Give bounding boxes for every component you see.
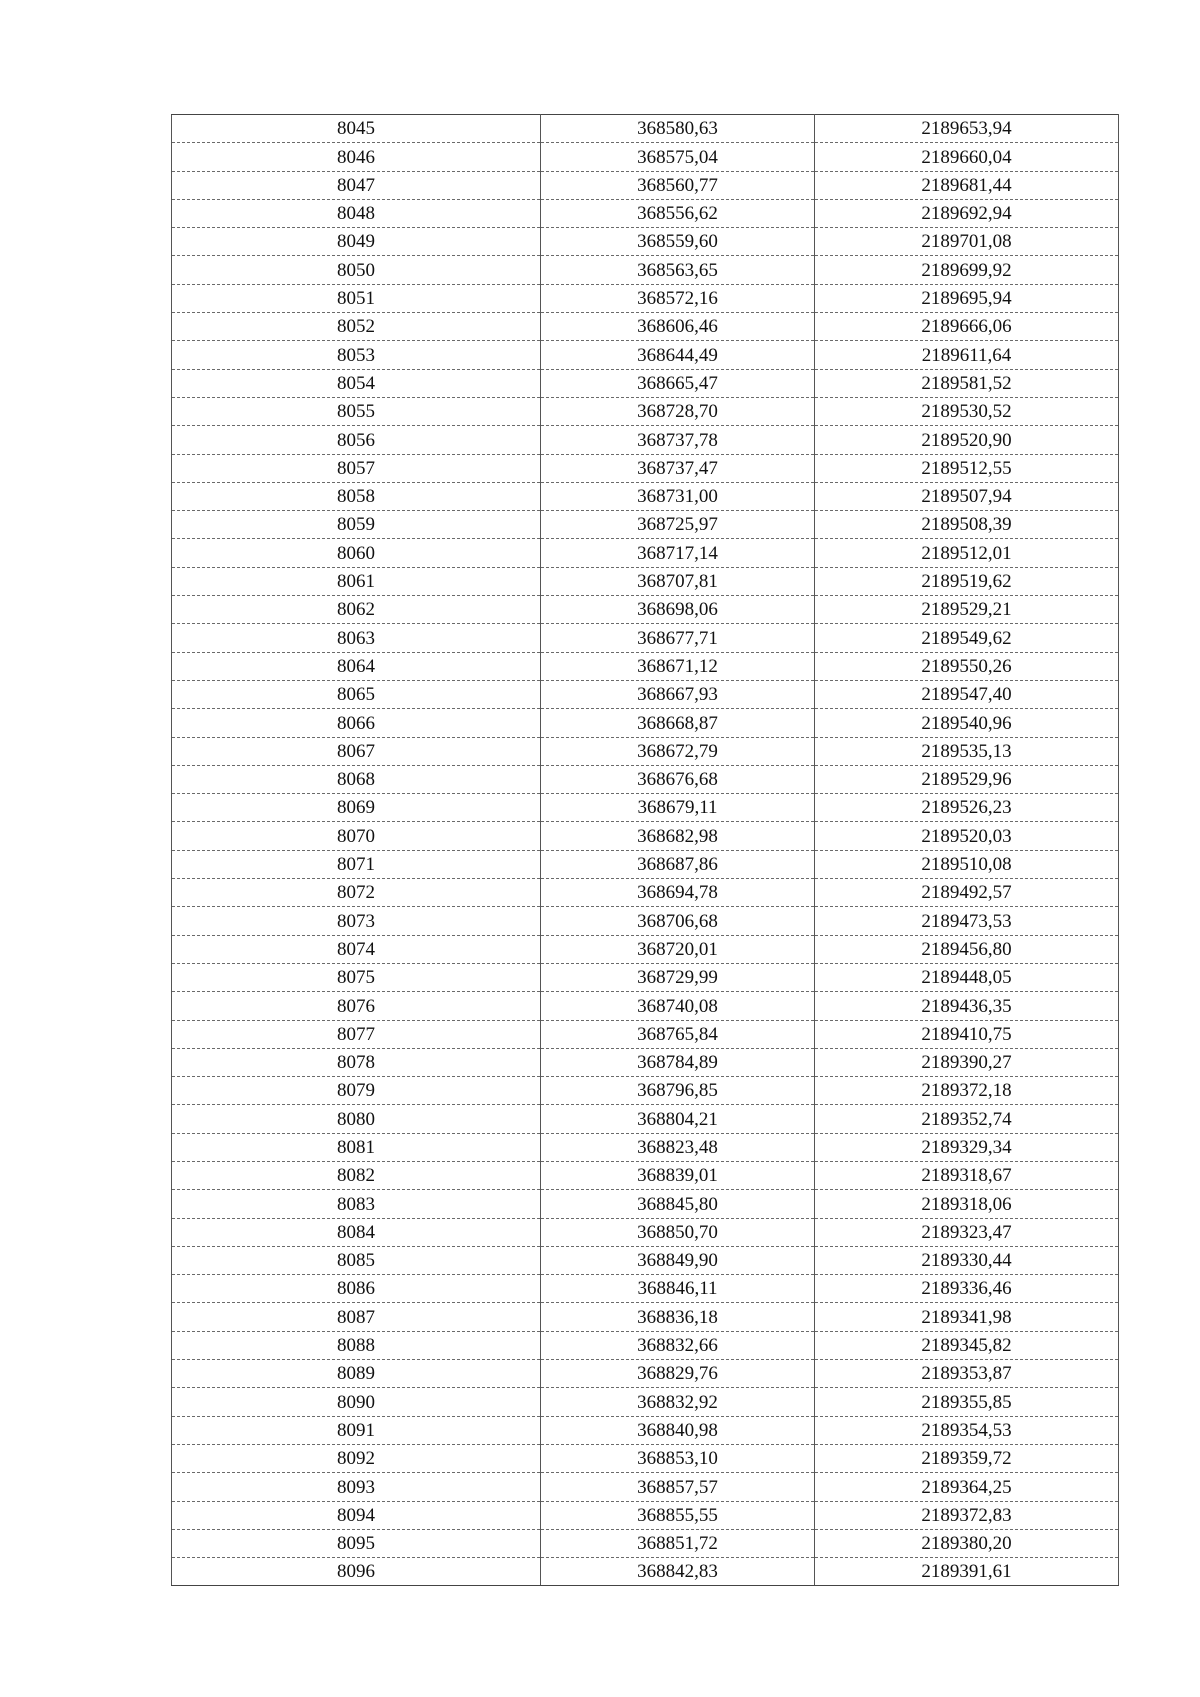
point-number-cell: 8062 <box>172 596 541 624</box>
y-coordinate-cell: 2189530,52 <box>815 397 1119 425</box>
table-row <box>172 341 1119 369</box>
x-coordinate-cell: 368849,90 <box>541 1246 815 1274</box>
table-row <box>172 765 1119 793</box>
table-row <box>172 1444 1119 1472</box>
table-row <box>172 567 1119 595</box>
point-number-cell: 8078 <box>172 1048 541 1076</box>
table-row <box>172 624 1119 652</box>
point-number-cell: 8081 <box>172 1133 541 1161</box>
point-number-cell: 8092 <box>172 1444 541 1472</box>
x-coordinate-cell: 368575,04 <box>541 143 815 171</box>
x-coordinate-cell: 368784,89 <box>541 1048 815 1076</box>
x-coordinate-cell: 368682,98 <box>541 822 815 850</box>
table-row <box>172 1360 1119 1388</box>
x-coordinate-cell: 368698,06 <box>541 596 815 624</box>
point-number-cell: 8053 <box>172 341 541 369</box>
x-coordinate-cell: 368853,10 <box>541 1444 815 1472</box>
x-coordinate-cell: 368687,86 <box>541 850 815 878</box>
y-coordinate-cell: 2189330,44 <box>815 1246 1119 1274</box>
point-number-cell: 8057 <box>172 454 541 482</box>
y-coordinate-cell: 2189410,75 <box>815 1020 1119 1048</box>
point-number-cell: 8063 <box>172 624 541 652</box>
point-number-cell: 8095 <box>172 1529 541 1557</box>
point-number-cell: 8055 <box>172 397 541 425</box>
x-coordinate-cell: 368839,01 <box>541 1161 815 1189</box>
table-row <box>172 1529 1119 1557</box>
table-row <box>172 1020 1119 1048</box>
point-number-cell: 8076 <box>172 992 541 1020</box>
table-row <box>172 1161 1119 1189</box>
point-number-cell: 8049 <box>172 228 541 256</box>
x-coordinate-cell: 368665,47 <box>541 369 815 397</box>
point-number-cell: 8082 <box>172 1161 541 1189</box>
point-number-cell: 8083 <box>172 1190 541 1218</box>
y-coordinate-cell: 2189699,92 <box>815 256 1119 284</box>
y-coordinate-cell: 2189695,94 <box>815 284 1119 312</box>
coordinates-table <box>171 114 1119 1586</box>
x-coordinate-cell: 368668,87 <box>541 709 815 737</box>
y-coordinate-cell: 2189456,80 <box>815 935 1119 963</box>
table-row <box>172 1501 1119 1529</box>
point-number-cell: 8060 <box>172 539 541 567</box>
x-coordinate-cell: 368846,11 <box>541 1275 815 1303</box>
point-number-cell: 8054 <box>172 369 541 397</box>
x-coordinate-cell: 368729,99 <box>541 963 815 991</box>
x-coordinate-cell: 368857,57 <box>541 1473 815 1501</box>
y-coordinate-cell: 2189473,53 <box>815 907 1119 935</box>
table-row <box>172 1275 1119 1303</box>
table-row <box>172 794 1119 822</box>
table-row <box>172 992 1119 1020</box>
table-row <box>172 482 1119 510</box>
y-coordinate-cell: 2189372,18 <box>815 1077 1119 1105</box>
table-row <box>172 963 1119 991</box>
y-coordinate-cell: 2189520,90 <box>815 426 1119 454</box>
table-row <box>172 680 1119 708</box>
x-coordinate-cell: 368707,81 <box>541 567 815 595</box>
x-coordinate-cell: 368667,93 <box>541 680 815 708</box>
point-number-cell: 8089 <box>172 1360 541 1388</box>
y-coordinate-cell: 2189529,21 <box>815 596 1119 624</box>
x-coordinate-cell: 368855,55 <box>541 1501 815 1529</box>
table-row <box>172 1416 1119 1444</box>
x-coordinate-cell: 368832,92 <box>541 1388 815 1416</box>
point-number-cell: 8072 <box>172 879 541 907</box>
point-number-cell: 8061 <box>172 567 541 595</box>
y-coordinate-cell: 2189341,98 <box>815 1303 1119 1331</box>
table-row <box>172 397 1119 425</box>
x-coordinate-cell: 368796,85 <box>541 1077 815 1105</box>
table-row <box>172 1388 1119 1416</box>
x-coordinate-cell: 368850,70 <box>541 1218 815 1246</box>
point-number-cell: 8045 <box>172 115 541 143</box>
table-row <box>172 1133 1119 1161</box>
x-coordinate-cell: 368737,78 <box>541 426 815 454</box>
table-row <box>172 426 1119 454</box>
table-row <box>172 284 1119 312</box>
y-coordinate-cell: 2189508,39 <box>815 511 1119 539</box>
x-coordinate-cell: 368679,11 <box>541 794 815 822</box>
x-coordinate-cell: 368740,08 <box>541 992 815 1020</box>
y-coordinate-cell: 2189512,55 <box>815 454 1119 482</box>
y-coordinate-cell: 2189352,74 <box>815 1105 1119 1133</box>
table-row <box>172 1190 1119 1218</box>
point-number-cell: 8066 <box>172 709 541 737</box>
point-number-cell: 8075 <box>172 963 541 991</box>
point-number-cell: 8056 <box>172 426 541 454</box>
y-coordinate-cell: 2189354,53 <box>815 1416 1119 1444</box>
x-coordinate-cell: 368556,62 <box>541 199 815 227</box>
y-coordinate-cell: 2189336,46 <box>815 1275 1119 1303</box>
point-number-cell: 8064 <box>172 652 541 680</box>
point-number-cell: 8070 <box>172 822 541 850</box>
table-row <box>172 652 1119 680</box>
point-number-cell: 8051 <box>172 284 541 312</box>
table-row <box>172 1218 1119 1246</box>
table-row <box>172 1473 1119 1501</box>
x-coordinate-cell: 368840,98 <box>541 1416 815 1444</box>
y-coordinate-cell: 2189353,87 <box>815 1360 1119 1388</box>
point-number-cell: 8087 <box>172 1303 541 1331</box>
coordinates-table-body <box>172 115 1119 1586</box>
x-coordinate-cell: 368671,12 <box>541 652 815 680</box>
table-row <box>172 822 1119 850</box>
y-coordinate-cell: 2189448,05 <box>815 963 1119 991</box>
x-coordinate-cell: 368731,00 <box>541 482 815 510</box>
point-number-cell: 8093 <box>172 1473 541 1501</box>
table-row <box>172 1558 1119 1586</box>
x-coordinate-cell: 368644,49 <box>541 341 815 369</box>
point-number-cell: 8084 <box>172 1218 541 1246</box>
table-row <box>172 199 1119 227</box>
point-number-cell: 8080 <box>172 1105 541 1133</box>
table-row <box>172 596 1119 624</box>
x-coordinate-cell: 368717,14 <box>541 539 815 567</box>
table-row <box>172 935 1119 963</box>
x-coordinate-cell: 368572,16 <box>541 284 815 312</box>
y-coordinate-cell: 2189681,44 <box>815 171 1119 199</box>
x-coordinate-cell: 368832,66 <box>541 1331 815 1359</box>
y-coordinate-cell: 2189526,23 <box>815 794 1119 822</box>
y-coordinate-cell: 2189581,52 <box>815 369 1119 397</box>
point-number-cell: 8065 <box>172 680 541 708</box>
table-row <box>172 907 1119 935</box>
y-coordinate-cell: 2189380,20 <box>815 1529 1119 1557</box>
table-row <box>172 879 1119 907</box>
y-coordinate-cell: 2189507,94 <box>815 482 1119 510</box>
x-coordinate-cell: 368720,01 <box>541 935 815 963</box>
y-coordinate-cell: 2189529,96 <box>815 765 1119 793</box>
table-row <box>172 256 1119 284</box>
y-coordinate-cell: 2189391,61 <box>815 1558 1119 1586</box>
point-number-cell: 8067 <box>172 737 541 765</box>
y-coordinate-cell: 2189436,35 <box>815 992 1119 1020</box>
point-number-cell: 8052 <box>172 313 541 341</box>
y-coordinate-cell: 2189364,25 <box>815 1473 1119 1501</box>
x-coordinate-cell: 368560,77 <box>541 171 815 199</box>
y-coordinate-cell: 2189660,04 <box>815 143 1119 171</box>
point-number-cell: 8073 <box>172 907 541 935</box>
x-coordinate-cell: 368823,48 <box>541 1133 815 1161</box>
table-row <box>172 228 1119 256</box>
y-coordinate-cell: 2189512,01 <box>815 539 1119 567</box>
table-row <box>172 737 1119 765</box>
point-number-cell: 8088 <box>172 1331 541 1359</box>
y-coordinate-cell: 2189492,57 <box>815 879 1119 907</box>
y-coordinate-cell: 2189355,85 <box>815 1388 1119 1416</box>
y-coordinate-cell: 2189550,26 <box>815 652 1119 680</box>
table-row <box>172 1331 1119 1359</box>
point-number-cell: 8050 <box>172 256 541 284</box>
x-coordinate-cell: 368559,60 <box>541 228 815 256</box>
y-coordinate-cell: 2189692,94 <box>815 199 1119 227</box>
y-coordinate-cell: 2189653,94 <box>815 115 1119 143</box>
y-coordinate-cell: 2189318,67 <box>815 1161 1119 1189</box>
table-row <box>172 313 1119 341</box>
point-number-cell: 8086 <box>172 1275 541 1303</box>
x-coordinate-cell: 368676,68 <box>541 765 815 793</box>
point-number-cell: 8047 <box>172 171 541 199</box>
point-number-cell: 8079 <box>172 1077 541 1105</box>
point-number-cell: 8059 <box>172 511 541 539</box>
table-row <box>172 115 1119 143</box>
y-coordinate-cell: 2189540,96 <box>815 709 1119 737</box>
y-coordinate-cell: 2189390,27 <box>815 1048 1119 1076</box>
x-coordinate-cell: 368845,80 <box>541 1190 815 1218</box>
table-row <box>172 1048 1119 1076</box>
x-coordinate-cell: 368677,71 <box>541 624 815 652</box>
table-row <box>172 1303 1119 1331</box>
table-row <box>172 1105 1119 1133</box>
x-coordinate-cell: 368804,21 <box>541 1105 815 1133</box>
x-coordinate-cell: 368672,79 <box>541 737 815 765</box>
y-coordinate-cell: 2189519,62 <box>815 567 1119 595</box>
y-coordinate-cell: 2189372,83 <box>815 1501 1119 1529</box>
table-row <box>172 171 1119 199</box>
point-number-cell: 8074 <box>172 935 541 963</box>
x-coordinate-cell: 368606,46 <box>541 313 815 341</box>
point-number-cell: 8069 <box>172 794 541 822</box>
y-coordinate-cell: 2189329,34 <box>815 1133 1119 1161</box>
point-number-cell: 8071 <box>172 850 541 878</box>
x-coordinate-cell: 368765,84 <box>541 1020 815 1048</box>
y-coordinate-cell: 2189701,08 <box>815 228 1119 256</box>
point-number-cell: 8046 <box>172 143 541 171</box>
y-coordinate-cell: 2189318,06 <box>815 1190 1119 1218</box>
y-coordinate-cell: 2189510,08 <box>815 850 1119 878</box>
y-coordinate-cell: 2189535,13 <box>815 737 1119 765</box>
point-number-cell: 8090 <box>172 1388 541 1416</box>
x-coordinate-cell: 368851,72 <box>541 1529 815 1557</box>
table-row <box>172 143 1119 171</box>
y-coordinate-cell: 2189547,40 <box>815 680 1119 708</box>
x-coordinate-cell: 368725,97 <box>541 511 815 539</box>
x-coordinate-cell: 368706,68 <box>541 907 815 935</box>
y-coordinate-cell: 2189666,06 <box>815 313 1119 341</box>
table-row <box>172 454 1119 482</box>
y-coordinate-cell: 2189520,03 <box>815 822 1119 850</box>
point-number-cell: 8091 <box>172 1416 541 1444</box>
table-row <box>172 1246 1119 1274</box>
table-row <box>172 511 1119 539</box>
y-coordinate-cell: 2189549,62 <box>815 624 1119 652</box>
point-number-cell: 8085 <box>172 1246 541 1274</box>
point-number-cell: 8058 <box>172 482 541 510</box>
x-coordinate-cell: 368694,78 <box>541 879 815 907</box>
table-row <box>172 709 1119 737</box>
table-row <box>172 850 1119 878</box>
point-number-cell: 8068 <box>172 765 541 793</box>
y-coordinate-cell: 2189359,72 <box>815 1444 1119 1472</box>
x-coordinate-cell: 368580,63 <box>541 115 815 143</box>
x-coordinate-cell: 368563,65 <box>541 256 815 284</box>
point-number-cell: 8077 <box>172 1020 541 1048</box>
table-row <box>172 539 1119 567</box>
point-number-cell: 8094 <box>172 1501 541 1529</box>
x-coordinate-cell: 368728,70 <box>541 397 815 425</box>
y-coordinate-cell: 2189323,47 <box>815 1218 1119 1246</box>
point-number-cell: 8048 <box>172 199 541 227</box>
x-coordinate-cell: 368829,76 <box>541 1360 815 1388</box>
y-coordinate-cell: 2189611,64 <box>815 341 1119 369</box>
table-row <box>172 1077 1119 1105</box>
x-coordinate-cell: 368737,47 <box>541 454 815 482</box>
y-coordinate-cell: 2189345,82 <box>815 1331 1119 1359</box>
table-row <box>172 369 1119 397</box>
point-number-cell: 8096 <box>172 1558 541 1586</box>
x-coordinate-cell: 368836,18 <box>541 1303 815 1331</box>
x-coordinate-cell: 368842,83 <box>541 1558 815 1586</box>
